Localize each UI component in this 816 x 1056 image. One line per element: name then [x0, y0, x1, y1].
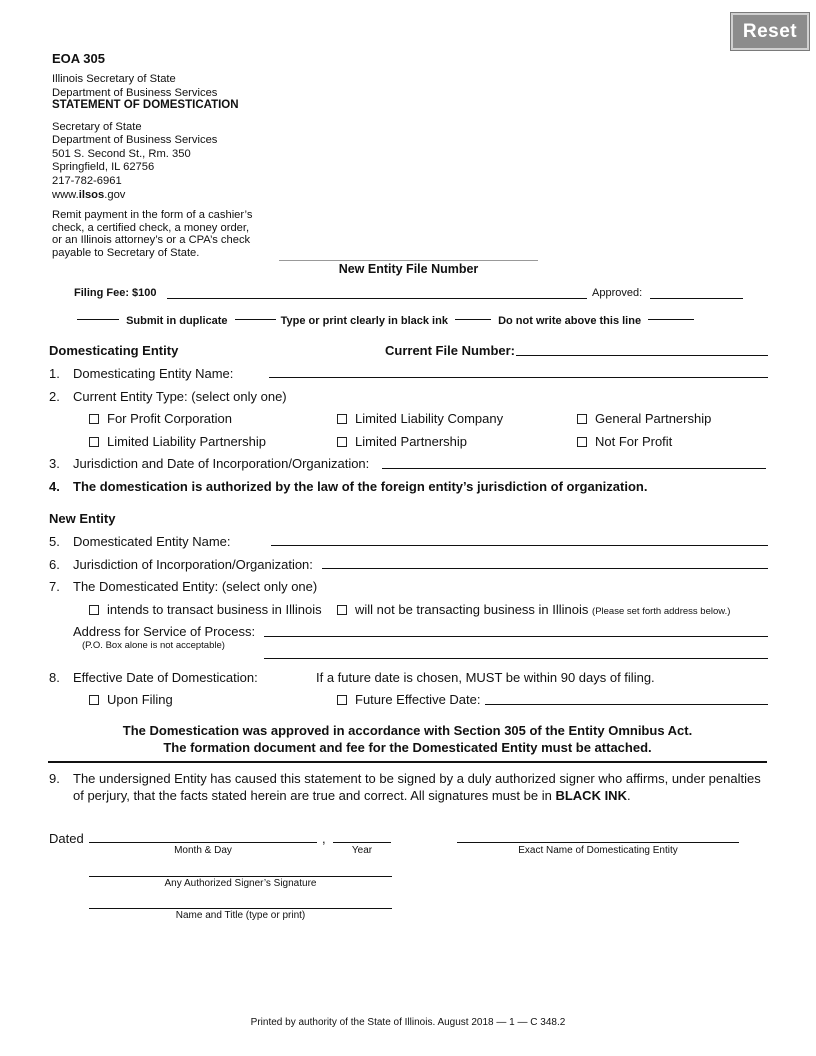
option-upon-filing[interactable]	[89, 692, 173, 707]
checkbox-icon[interactable]	[89, 414, 99, 424]
address-line: Springfield, IL 62756	[52, 161, 155, 174]
address-input-2[interactable]	[264, 658, 768, 659]
agency-line: Illinois Secretary of State	[52, 73, 176, 85]
approval-line-2: The formation document and fee for the Domesticated Entity must be attached.	[163, 740, 652, 755]
instructions-row	[77, 315, 694, 327]
website-suffix: .gov	[104, 189, 126, 202]
checkbox-icon[interactable]	[337, 695, 347, 705]
type-label: Limited Partnership	[355, 434, 467, 449]
q3-label: Jurisdiction and Date of Incorporation/Organization:	[73, 456, 370, 471]
month-day-caption: Month & Day	[174, 845, 232, 856]
agency-block	[52, 73, 217, 101]
domesticated-name-input[interactable]	[271, 545, 768, 546]
file-number-line[interactable]	[279, 260, 538, 261]
address-line: Secretary of State	[52, 121, 142, 133]
payment-line: Remit payment in the form of a cashier’s	[52, 209, 253, 221]
q7-number: 7.	[49, 579, 60, 594]
q4-number: 4.	[49, 479, 60, 494]
signer-caption: Any Authorized Signer’s Signature	[164, 878, 317, 889]
checkbox-icon[interactable]	[337, 414, 347, 424]
checkbox-icon[interactable]	[577, 414, 587, 424]
current-file-input[interactable]	[516, 355, 768, 356]
address-label: Address for Service of Process:	[73, 624, 256, 639]
current-file-label: Current File Number:	[385, 343, 516, 358]
submit-duplicate: Submit in duplicate	[126, 315, 228, 327]
file-number-label: New Entity File Number	[338, 262, 479, 276]
q1-number: 1.	[49, 366, 60, 381]
address-input-1[interactable]	[264, 636, 768, 637]
new-entity-heading: New Entity	[49, 511, 116, 526]
type-not-for-profit[interactable]	[577, 434, 672, 449]
website-bold: ilsos	[78, 189, 105, 202]
option-label: intends to transact business in Illinois	[107, 602, 322, 617]
jurisdiction-input[interactable]	[322, 568, 768, 569]
q1-label: Domesticating Entity Name:	[73, 366, 234, 381]
entity-name-input[interactable]	[269, 377, 768, 378]
website-prefix: www.	[52, 189, 79, 202]
payment-block	[52, 209, 252, 259]
approved-line	[650, 298, 743, 299]
q6-number: 6.	[49, 557, 60, 572]
q3-number: 3.	[49, 456, 60, 471]
section-divider	[48, 761, 767, 763]
filing-fee: Filing Fee: $100	[74, 287, 157, 299]
address-line: 217-782-6961	[52, 174, 122, 187]
type-llc[interactable]	[337, 411, 503, 426]
type-general-partnership[interactable]	[577, 411, 711, 426]
type-label: Limited Liability Partnership	[107, 434, 266, 449]
form-id: EOA 305	[52, 51, 105, 66]
option-label: Upon Filing	[107, 692, 173, 707]
q9-text-line-2	[73, 788, 631, 803]
q9-text-line-1: The undersigned Entity has caused this statement to be signed by a duly authorized signer who affirms, under penalties	[73, 771, 761, 786]
option-label: Future Effective Date:	[355, 692, 481, 707]
address-line: 501 S. Second St., Rm. 350	[52, 147, 191, 160]
name-title-caption: Name and Title (type or print)	[175, 910, 306, 921]
checkbox-icon[interactable]	[577, 437, 587, 447]
signature-input[interactable]	[89, 876, 392, 877]
type-for-profit[interactable]	[89, 411, 232, 426]
checkbox-icon[interactable]	[337, 437, 347, 447]
checkbox-icon[interactable]	[89, 605, 99, 615]
entity-exact-name-input[interactable]	[457, 842, 739, 843]
option-note: (Please set forth address below.)	[592, 606, 731, 617]
option-future-date[interactable]	[337, 692, 481, 707]
exact-name-caption: Exact Name of Domesticating Entity	[518, 845, 678, 856]
address-block	[52, 121, 217, 202]
q2-number: 2.	[49, 389, 60, 404]
type-label: Not For Profit	[595, 434, 673, 449]
do-not-write: Do not write above this line	[498, 315, 642, 327]
year-caption: Year	[351, 845, 373, 856]
future-date-input[interactable]	[485, 704, 768, 705]
type-print: Type or print clearly in black ink	[280, 315, 448, 327]
checkbox-icon[interactable]	[89, 695, 99, 705]
option-transact[interactable]	[89, 602, 322, 617]
address-line: Department of Business Services	[52, 134, 218, 147]
reset-button[interactable]: Reset	[731, 13, 809, 50]
approval-line-1: The Domestication was approved in accordance with Section 305 of the Entity Omnibus Act.	[122, 723, 693, 738]
payment-line: payable to Secretary of State.	[52, 246, 200, 259]
q9-text-pre: of perjury, that the facts stated herein are true and correct. All signatures must be in	[73, 788, 556, 803]
q5-number: 5.	[49, 534, 60, 549]
q4-label: The domestication is authorized by the law of the foreign entity’s jurisdiction of organization.	[73, 479, 648, 494]
date-comma: ,	[322, 831, 326, 846]
payment-line: check, a certified check, a money order,	[52, 221, 250, 234]
q5-label: Domesticated Entity Name:	[73, 534, 231, 549]
year-input[interactable]	[333, 842, 391, 843]
month-day-input[interactable]	[89, 842, 317, 843]
future-date-note: If a future date is chosen, MUST be within 90 days of filing.	[316, 670, 655, 685]
po-box-note: (P.O. Box alone is not acceptable)	[82, 640, 225, 651]
type-label: General Partnership	[595, 411, 712, 426]
q2-label: Current Entity Type: (select only one)	[73, 389, 287, 404]
q6-label: Jurisdiction of Incorporation/Organization:	[73, 557, 313, 572]
approved-label: Approved:	[592, 287, 643, 299]
jurisdiction-date-input[interactable]	[382, 468, 766, 469]
agency-line: Department of Business Services	[52, 87, 218, 100]
filing-fee-line	[167, 298, 587, 299]
q9-number: 9.	[49, 771, 60, 786]
q7-label: The Domesticated Entity: (select only one)	[73, 579, 318, 594]
checkbox-icon[interactable]	[337, 605, 347, 615]
q8-label: Effective Date of Domestication:	[73, 670, 258, 685]
option-label: will not be transacting business in Illinois	[355, 602, 589, 617]
dated-label: Dated	[49, 831, 84, 846]
footer: Printed by authority of the State of Illinois. August 2018 — 1 — C 348.2	[250, 1017, 566, 1028]
form-title: STATEMENT OF DOMESTICATION	[52, 99, 239, 111]
black-ink: BLACK INK	[555, 788, 627, 803]
option-not-transact[interactable]	[337, 602, 730, 617]
type-llp[interactable]	[89, 434, 266, 449]
name-title-input[interactable]	[89, 908, 392, 909]
website	[52, 189, 217, 202]
checkbox-icon[interactable]	[89, 437, 99, 447]
type-label: Limited Liability Company	[355, 411, 504, 426]
type-label: For Profit Corporation	[107, 411, 232, 426]
q9-text-end: .	[626, 788, 631, 803]
domesticating-heading: Domesticating Entity	[49, 343, 179, 358]
q8-number: 8.	[49, 670, 60, 685]
payment-line: or an Illinois attorney’s or a CPA’s check	[52, 234, 251, 247]
type-lp[interactable]	[337, 434, 467, 449]
